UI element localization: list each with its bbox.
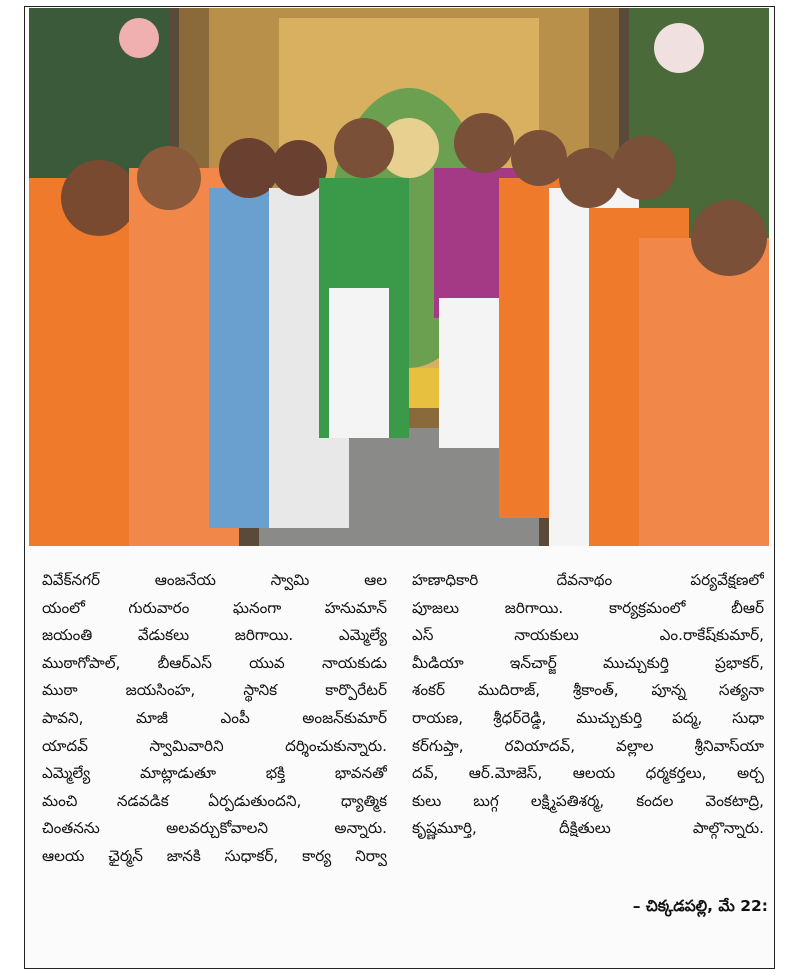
text-line: దవ్, ఆర్.మోజెస్, ఆలయ ధర్మకర్తలు, అర్చ: [412, 764, 764, 783]
text-line: హణాధికారి దేవనాథం పర్యవేక్షణలో: [412, 571, 764, 589]
dateline: – చిక్కడపల్లి, మే 22:: [632, 897, 768, 915]
text-line: యంలో గురువారం ఘనంగా హనుమాన్: [42, 598, 387, 617]
text-line: ముఠా జయసింహ, స్థానిక కార్పొరేటర్: [42, 681, 387, 700]
text-line: రాయణ, శ్రీధర్‌రెడ్డి, ముచ్చుకుర్తి పద్మ, సుధా: [412, 708, 764, 727]
text-line: యాదవ్ స్వామివారిని దర్శించుకున్నారు.: [42, 736, 387, 755]
text-line: ఎమ్మెల్యే మాట్లాడుతూ భక్తి భావనతో: [42, 764, 387, 783]
text-line: చింతనను అలవర్చుకోవాలని అన్నారు.: [42, 819, 387, 838]
text-line: కర్‌గుప్తా, రవియాదవ్, వల్లాల శ్రీనివాస్‌యా: [412, 736, 764, 755]
text-line: కులు బుగ్గ లక్ష్మిపతిశర్మ, కందల వెంకటాద్రి,: [412, 791, 764, 810]
text-line: మంచి నడవడిక ఏర్పడుతుందని, ధ్యాత్మిక: [42, 791, 387, 810]
temple-group-photo: [29, 8, 769, 546]
text-line: ఆలయ ఛైర్మన్ జానకి సుధాకర్, కార్య నిర్వా: [42, 846, 387, 865]
article-left-column: [42, 567, 387, 871]
text-line: పావని, మాజీ ఎంపీ అంజన్‌కుమార్: [42, 708, 387, 727]
text-line: మీడియా ఇన్‌చార్జ్ ముచ్చుకుర్తి ప్రభాకర్,: [412, 653, 764, 672]
article-right-column: [412, 567, 764, 843]
text-line: ముఠాగోపాల్, బీఆర్‌ఎస్ యువ నాయకుడు: [42, 653, 387, 672]
text-line: ఎస్ నాయకులు ఎం.రాకేష్‌కుమార్,: [412, 626, 764, 645]
text-line: శంకర్ ముదిరాజ్, శ్రీకాంత్, పూన్న సత్యనా: [412, 681, 764, 700]
text-line: వివేక్‌నగర్ ఆంజనేయ స్వామి ఆల: [42, 571, 387, 589]
text-line: కృష్ణమూర్తి, దీక్షితులు పాల్గొన్నారు.: [412, 819, 764, 838]
text-line: పూజలు జరిగాయి. కార్యక్రమంలో బీఆర్: [412, 598, 764, 617]
text-line: జయంతి వేడుకలు జరిగాయి. ఎమ్మెల్యే: [42, 626, 387, 645]
news-photo: [29, 8, 769, 546]
